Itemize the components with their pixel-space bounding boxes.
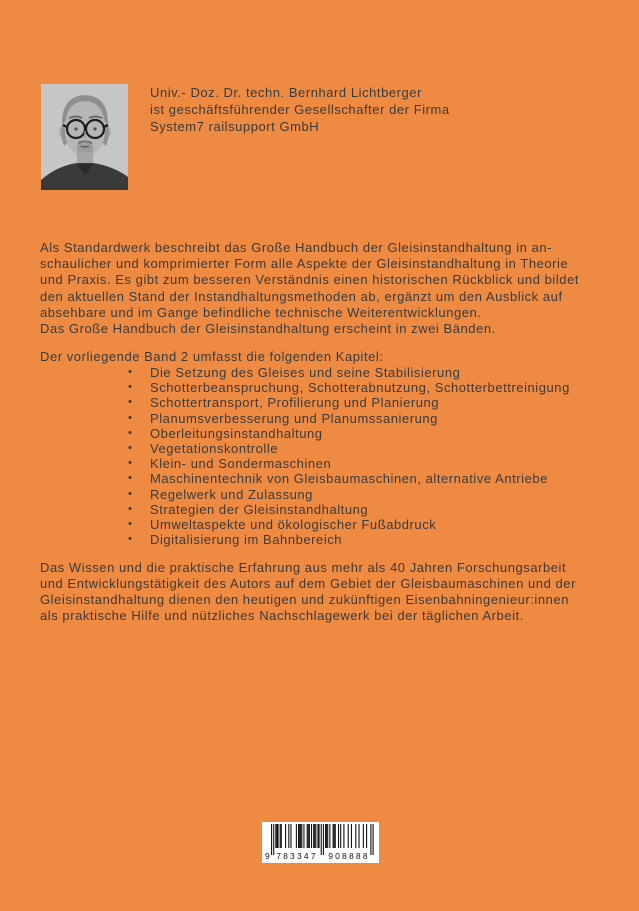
chapter-item <box>128 517 570 532</box>
chapter-list <box>128 365 570 547</box>
barcode-bars <box>262 822 379 863</box>
author-photo <box>41 84 128 190</box>
bullet-icon: • <box>128 396 132 409</box>
chapter-label: Vegetationskontrolle <box>150 441 279 457</box>
chapter-item <box>128 380 570 395</box>
closing-paragraph <box>40 560 576 624</box>
barcode-digit-group: 9 <box>265 851 270 861</box>
bullet-icon: • <box>128 411 132 424</box>
chapter-item <box>128 426 570 441</box>
bullet-icon: • <box>128 472 132 485</box>
description-paragraph <box>40 240 579 337</box>
author-bio-line: System7 railsupport GmbH <box>150 119 320 134</box>
chapter-label: Maschinentechnik von Gleisbaumaschinen, alternative Antriebe <box>150 471 548 487</box>
bullet-icon: • <box>128 457 132 470</box>
chapter-item <box>128 532 570 547</box>
chapter-item <box>128 471 570 486</box>
chapter-label: Regelwerk und Zulassung <box>150 486 313 502</box>
chapter-label: Umweltaspekte und ökologischer Fußabdruck <box>150 517 437 533</box>
chapter-item <box>128 411 570 426</box>
closing-line: Gleisinstandhaltung dienen den heutigen und zukünftigen Eisenbahningenieur:innen <box>40 591 569 607</box>
chapter-label: Schotterbeanspruchung, Schotterabnutzung, Schotterbettreinigung <box>150 380 570 396</box>
description-line: Als Standardwerk beschreibt das Große Handbuch der Gleisinstandhaltung in an- <box>40 240 553 255</box>
chapter-item <box>128 456 570 471</box>
author-bio-line: ist geschäftsführender Gesellschafter der Firma <box>150 102 450 117</box>
author-bio <box>150 84 450 135</box>
chapter-item <box>128 441 570 456</box>
chapter-label: Oberleitungsinstandhaltung <box>150 425 323 441</box>
description-line: absehbare und im Gange befindliche technische Weiterentwicklungen. <box>40 304 482 320</box>
bullet-icon: • <box>128 487 132 500</box>
bullet-icon: • <box>128 442 132 455</box>
bullet-icon: • <box>128 533 132 546</box>
closing-line: als praktische Hilfe und nützliches Nachschlagewerk bei der täglichen Arbeit. <box>40 607 524 623</box>
description-line: schaulicher und komprimierter Form alle Aspekte der Gleisinstandhaltung in Theorie <box>40 256 569 272</box>
description-line: Das Große Handbuch der Gleisinstandhaltung erscheint in zwei Bänden. <box>40 321 496 337</box>
bullet-icon: • <box>128 502 132 515</box>
chapter-label: Strategien der Gleisinstandhaltung <box>150 501 369 517</box>
barcode-digit-group: 783347 <box>276 851 318 861</box>
closing-line: Das Wissen und die praktische Erfahrung aus mehr als 40 Jahren Forschungsarbeit <box>40 560 567 575</box>
bullet-icon: • <box>128 381 132 394</box>
portrait-image <box>41 84 128 190</box>
bullet-icon: • <box>128 518 132 531</box>
bullet-icon: • <box>128 366 132 378</box>
description-line: und Praxis. Es gibt zum besseren Verständnis einen historischen Rückblick und bildet <box>40 272 580 288</box>
chapter-item <box>128 487 570 502</box>
closing-line: und Entwicklungstätigkeit des Autors auf dem Gebiet der Gleisbaumaschinen und der <box>40 575 576 591</box>
chapter-label: Klein- und Sondermaschinen <box>150 456 332 472</box>
chapter-item <box>128 365 570 380</box>
chapters-intro: Der vorliegende Band 2 umfasst die folgenden Kapitel: <box>40 349 384 364</box>
chapter-label: Digitalisierung im Bahnbereich <box>150 532 343 548</box>
bullet-icon: • <box>128 426 132 439</box>
isbn-barcode <box>262 822 379 863</box>
author-bio-line: Univ.- Doz. Dr. techn. Bernhard Lichtberger <box>150 85 422 100</box>
chapter-item <box>128 502 570 517</box>
description-line: den aktuellen Stand der Instandhaltungsmethoden ab, ergänzt um den Ausblick auf <box>40 288 563 304</box>
chapter-label: Schottertransport, Profilierung und Planierung <box>150 395 440 411</box>
barcode-digit-group: 908888 <box>328 851 370 861</box>
chapter-label: Planumsverbesserung und Planumssanierung <box>150 410 438 426</box>
chapter-label: Die Setzung des Gleises und seine Stabilisierung <box>150 365 461 380</box>
chapter-item <box>128 395 570 410</box>
